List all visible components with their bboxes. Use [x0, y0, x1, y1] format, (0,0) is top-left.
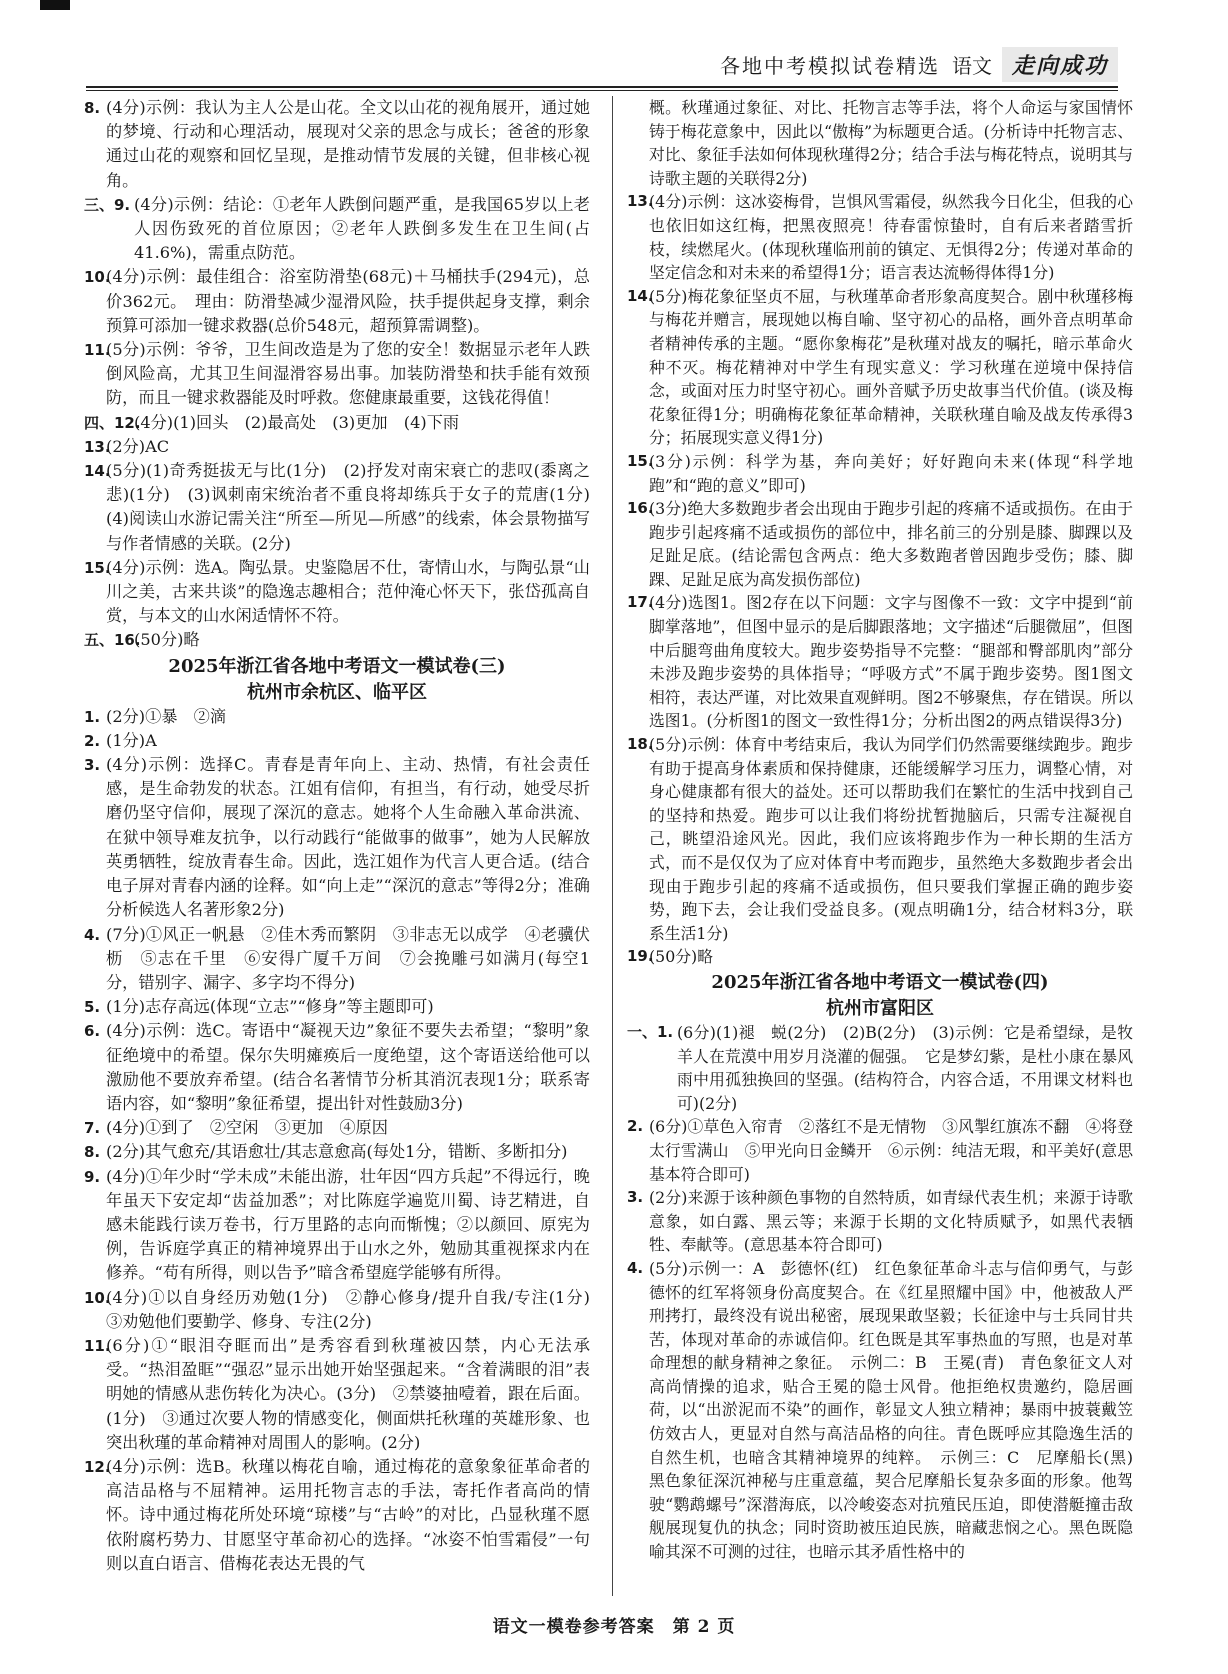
answer-text: (4分)①到了 ②空闲 ③更加 ④原因: [106, 1118, 388, 1138]
answer-item: [84, 1140, 590, 1164]
answer-number: 14.: [84, 462, 111, 481]
answer-text: (4分)示例：结论：①老年人跌倒问题严重，是我国65岁以上老人因伤致死的首位原因；②老年人跌倒多发生在卫生间(占41.6%)，需重点防范。: [134, 194, 590, 263]
answer-text: (5分)(1)奇秀挺拔无与比(1分) (2)抒发对南宋衰亡的悲叹(黍离之悲)(1分) (3)讽刺南宋统治者不重良将却练兵于女子的荒唐(1分) (4)阅读山水游记需关注“所至—所见—所感”的线索，体会景物描写与作者情感的关联。(2分): [106, 461, 607, 553]
answer-text: (4分)示例：这冰姿梅骨，岂惧风雪霜侵，纵然我今日化尘，但我的心也依旧如这红梅，把黑夜照亮！待春雷惊蛰时，自有后来者踏雪折枝，续燃尾火。(体现秋瑾临刑前的镇定、无惧得2分；传递对革命的坚定信念和对未来的希望得1分；语言表达流畅得体得1分): [649, 192, 1133, 283]
answer-item: [84, 628, 590, 652]
answer-text: (4分)示例：选B。秋瑾以梅花自喻，通过梅花的意象象征革命者的高洁品格与不屈精神。运用托物言志的手法，寄托作者高尚的情怀。诗中通过梅花所处环境“琼楼”与“古岭”的对比，凸显秋瑾不愿依附腐朽势力、甘愿坚守革命初心的选择。“冰姿不怕雪霜侵”一句则以直白语言、借梅花表达无畏的气: [106, 1456, 590, 1573]
answer-number: 3.: [627, 1188, 644, 1207]
answer-item: [627, 497, 1133, 591]
answer-item: [84, 556, 590, 629]
answer-text: (4分)①以自身经历劝勉(1分) ②静心修身/提升自我/专注(1分) ③劝勉他们要勤学、修身、专注(2分): [106, 1287, 607, 1331]
answer-item: [84, 1286, 607, 1334]
brand-logo: 走向成功: [1002, 47, 1118, 82]
answer-item: [627, 1257, 1149, 1564]
answer-number: 4.: [84, 925, 101, 944]
answer-text: (4分)示例：我认为主人公是山花。全文以山花的视角展开，通过她的梦境、行动和心理活动，展现对父亲的思念与成长；爸爸的形象通过山花的观察和回忆呈现，是推动情节发展的关键，但非核心视角。: [106, 98, 590, 190]
answer-text: (4分)示例：选C。寄语中“凝视天边”象征不要失去希望；“黎明”象征绝境中的希望。保尔失明瘫痪后一度绝望，这个寄语送给他可以激励他不要放弃希望。(结合名著情节分析其消沉表现1分；联系寄语内容，如“黎明”象征希望，提出针对性鼓励3分): [106, 1021, 590, 1113]
answer-number: 13.: [84, 437, 111, 456]
subject-label: 语文: [951, 53, 992, 78]
answer-item: [627, 1115, 1133, 1186]
page-footer: 语文一模卷参考答案 第 2 页: [492, 1617, 736, 1637]
answer-number: 8.: [84, 1143, 101, 1162]
answer-number: 3.: [84, 756, 101, 775]
answer-text: (5分)示例一：A 彭德怀(红) 红色象征革命斗志与信仰勇气，与彭德怀的红军将领身份高度契合。在《红星照耀中国》中，他被敌人严刑拷打，最终没有说出秘密，展现果敢坚毅；长征途中与士兵同甘共苦，体现对革命的赤诚信仰。红色既是其军事热血的写照，也是对革命理想的献身精神之象征。 示例二：B 王冕(青) 青色象征文人对高尚情操的追求，贴合王冕的隐士风骨。他拒绝权贵邀约，隐居画荷，以“出淤泥而不染”的画作，彰显文人独立精神；暴雨中披蓑戴笠仿效古人，更显对自然与高洁品格的向往。青色既呼应其隐逸生活的自然生机，也暗含其精神境界的纯粹。 示例三：C 尼摩船长(黑) 黑色象征深沉神秘与庄重意蕴，契合尼摩船长复杂多面的形象。他驾驶“鹦鹉螺号”深潜海底，以冷峻姿态对抗殖民压迫，即使潜艇撞击敌舰展现复仇的执念；同时资助被压迫民族，暗藏悲悯之心。黑色既隐喻其深不可测的过往，也暗示其矛盾性格中的: [649, 1258, 1149, 1562]
answer-text: (2分)其气愈充/其语愈壮/其志意愈高(每处1分，错断、多断扣分): [106, 1142, 568, 1162]
answer-item: [627, 945, 1133, 969]
answer-text: (4分)选图1。图2存在以下问题：文字与图像不一致：文字中提到“前脚掌落地”，但图中显示的是后脚跟落地；文字描述“后腿微屈”，但图中后腿弯曲角度较大。跑步姿势指导不完整：“腿部和臀部肌肉”部分未涉及跑步姿势的具体指导；“呼吸方式”不属于跑步姿势。图1图文相符，表达严谨，对比效果直观鲜明。图2不够聚焦，存在错误。所以选图1。(分析图1的图文一致性得1分；分析出图2的两点错误得3分): [649, 593, 1133, 731]
column-divider: [612, 96, 613, 1596]
answer-number: 6.: [84, 1022, 101, 1041]
answer-text: (5分)梅花象征坚贞不屈，与秋瑾革命者形象高度契合。剧中秋瑾移梅与梅花并赠言，展现她以梅自喻、坚守初心的品格，画外音点明革命者精神传承的主题。“愿你象梅花”是秋瑾对战友的嘱托，暗示革命火种不灭。梅花精神对中学生有现实意义：学习秋瑾在逆境中保持信念，或面对压力时坚守初心。画外音赋予历史故事当代价值。(谈及梅花象征得1分；明确梅花象征革命精神，关联秋瑾自喻及战友传承得3分；拓展现实意义得1分): [649, 286, 1133, 448]
answer-text: (50分)略: [134, 630, 200, 650]
answer-item: [627, 450, 1133, 497]
answer-item: [627, 1021, 1133, 1115]
answer-item: [627, 1186, 1133, 1257]
answer-text: (1分)A: [106, 730, 157, 750]
answer-number: 15.: [84, 558, 111, 577]
scan-corner-mark: [40, 0, 70, 10]
answer-item: [84, 705, 590, 729]
answer-number: 4.: [627, 1258, 644, 1277]
answer-number: 一、1.: [627, 1022, 674, 1041]
section-heading: 杭州市富阳区: [826, 997, 934, 1019]
answer-item: [84, 435, 590, 459]
answer-text: (50分)略: [649, 947, 714, 967]
answer-text: (7分)①风正一帆悬 ②佳木秀而繁阴 ③非志无以成学 ④老骥伏枥 ⑤志在千里 ⑥安得广厦千万间 ⑦会挽雕弓如满月(每空1分，错别字、漏字、多字均不得分): [106, 924, 590, 992]
answer-item: [84, 923, 590, 996]
answer-number: 五、16.: [84, 631, 141, 650]
answer-number: 11.: [84, 341, 111, 360]
answer-number: 12.: [84, 1457, 111, 1476]
answer-number: 2.: [84, 731, 101, 750]
answer-number: 四、12.: [84, 413, 141, 432]
answer-item: [84, 338, 590, 411]
answer-item: [84, 729, 590, 753]
answer-text: (2分)AC: [106, 436, 170, 456]
answer-number: 10.: [84, 268, 111, 287]
answer-number: 2.: [627, 1117, 644, 1136]
right-column: [627, 96, 1149, 1564]
answer-item: [84, 1019, 590, 1116]
answer-number: 17.: [627, 593, 654, 612]
answer-text: (4分)(1)回头 (2)最高处 (3)更加 (4)下雨: [134, 412, 460, 432]
answer-text: (2分)来源于该种颜色事物的自然特质，如青绿代表生机；来源于诗歌意象，如白露、黑云等；来源于长期的文化特质赋予，如黑代表牺牲、奉献等。(意思基本符合即可): [649, 1188, 1133, 1255]
header-rule: [86, 86, 1118, 88]
answer-number: 13.: [627, 192, 654, 211]
answer-item: [84, 1116, 590, 1140]
answer-number: 9.: [84, 1167, 101, 1186]
answer-item: [84, 1165, 590, 1286]
section-heading: 2025年浙江省各地中考语文一模试卷(四): [711, 971, 1049, 993]
answer-text: (4分)示例：选择C。青春是青年向上、主动、热情，有社会责任感，是生命勃发的状态。江姐有信仰，有担当，有行动，她受尽折磨仍坚守信仰，展现了深沉的意志。她将个人生命融入革命洪流、在狱中领导难友抗争，以行动践行“能做事的做事”，她为人民解放英勇牺牲，绽放青春生命。因此，选江姐作为代言人更合适。(结合电子屏对青春内涵的诠释。如“向上走”“深沉的意志”等得2分；准确分析候选人名著形象2分): [106, 755, 590, 920]
answer-number: 19.: [627, 947, 654, 966]
answer-item: [627, 285, 1133, 450]
answer-text: (5分)示例：体育中考结束后，我认为同学们仍然需要继续跑步。跑步有助于提高身体素质和保持健康，还能缓解学习压力，调整心情，对身心健康都有很大的益处。还可以帮助我们在繁忙的生活中找到自己的坚持和热爱。跑步可以让我们将纷扰暂抛脑后，只需专注凝视自己，眺望沿途风光。因此，我们应该将跑步作为一种长期的生活方式，而不是仅仅为了应对体育中考而跑步，虽然绝大多数跑步者会出现由于跑步引起的疼痛不适或损伤，但只要我们掌握正确的跑步姿势，跑下去，会让我们受益良多。(观点明确1分，结合材料3分，联系生活1分): [649, 735, 1133, 943]
answer-number: 8.: [84, 99, 101, 117]
answer-continuation: 概。秋瑾通过象征、对比、托物言志等手法，将个人命运与家国情怀铸于梅花意象中，因此以“傲梅”为标题更合适。(分析诗中托物言志、对比、象征手法如何体现秋瑾得2分；结合手法与梅花特点，说明其与诗歌主题的关联得2分): [649, 98, 1133, 188]
section-heading: 2025年浙江省各地中考语文一模试卷(三): [168, 655, 506, 677]
book-title: 各地中考模拟试卷精选: [719, 53, 940, 78]
answer-item: [84, 411, 590, 435]
answer-item: [627, 591, 1133, 733]
answer-number: 16.: [627, 499, 654, 518]
answer-text: (2分)①暴 ②滴: [106, 706, 227, 726]
answer-text: (4分)①年少时“学未成”未能出游，壮年因“四方兵起”不得远行，晚年虽天下安定却“齿益加悉”；对比陈庭学遍览川蜀、诗艺精进，自感未能践行读万卷书，行万里路的志向而惭愧；②以颜回、原宪为例，告诉庭学真正的精神境界出于山水之外，勉励其重视探求内在修养。“苟有所得，则以告予”暗含希望庭学能够有所得。: [106, 1166, 590, 1283]
section-heading: 杭州市余杭区、临平区: [247, 681, 427, 703]
answer-item: [627, 733, 1133, 945]
answer-item: [84, 753, 590, 922]
answer-item: [84, 995, 590, 1019]
answer-number: 三、9.: [84, 195, 131, 214]
answer-text: (1分)志存高远(体现“立志”“修身”等主题即可): [106, 997, 434, 1017]
answer-text: (3分)绝大多数跑步者会出现由于跑步引起的疼痛不适或损伤。在由于跑步引起疼痛不适或损伤的部位中，排名前三的分别是膝、脚踝以及足趾足底。(结论需包含两点：绝大多数跑者曾因跑步受伤；膝、脚踝、足趾足底为高发损伤部位): [649, 499, 1133, 589]
answer-number: 18.: [627, 735, 654, 754]
answer-number: 1.: [84, 707, 101, 726]
answer-item: [84, 96, 590, 193]
header-rule-thin: [86, 90, 1118, 91]
answer-item: [84, 1334, 590, 1455]
answer-item: [84, 193, 590, 266]
answer-number: 11.: [84, 1336, 111, 1355]
answer-number: 7.: [84, 1119, 101, 1138]
answer-text: (4分)示例：选A。陶弘景。史鉴隐居不仕，寄情山水，与陶弘景“山川之美，古来共谈”的隐逸志趣相合；范仲淹心怀天下，张岱孤高自赏，与本文的山水闲适情怀不符。: [106, 557, 590, 626]
answer-number: 14.: [627, 286, 654, 305]
answer-item: [84, 459, 607, 556]
answer-item: [627, 190, 1133, 284]
answer-number: 10.: [84, 1288, 111, 1307]
answer-text: (6分)(1)褪 蜕(2分) (2)B(2分) (3)示例：它是希望绿，是牧羊人在荒漠中用岁月浇灌的倔强。 它是梦幻紫，是杜小康在暴风雨中用孤独换回的坚强。(结构符合，内容合适，不用课文材料也可)(2分): [677, 1022, 1133, 1113]
answer-item: [84, 1455, 590, 1576]
answer-item: [84, 265, 590, 338]
answer-number: 5.: [84, 998, 101, 1017]
left-column: [84, 96, 607, 1576]
answer-text: (5分)示例：爷爷，卫生间改造是为了您的安全！数据显示老年人跌倒风险高，尤其卫生间湿滑容易出事。加装防滑垫和扶手能有效预防，而且一键求救器能及时呼救。您健康最重要，这钱花得值！: [106, 340, 590, 408]
answer-text: (3分)示例：科学为基，奔向美好；好好跑向未来(体现“科学地跑”和“跑的意义”即可): [649, 451, 1133, 495]
answer-number: 15.: [627, 451, 654, 470]
answer-text: (6分)①草色入帘青 ②落红不是无情物 ③风掣红旗冻不翻 ④将登太行雪满山 ⑤甲光向日金鳞开 ⑥示例：纯洁无瑕，和平美好(意思基本符合即可): [649, 1117, 1133, 1184]
page-header: [690, 44, 1118, 84]
answer-text: (6分)①“眼泪夺眶而出”是秀容看到秋瑾被囚禁，内心无法承受。“热泪盈眶”“强忍”显示出她开始坚强起来。“含着满眼的泪”表明她的情感从悲伤转化为决心。(3分) ②禁婆抽噎着，跟在后面。(1分) ③通过次要人物的情感变化，侧面烘托秋瑾的英雄形象、也突出秋瑾的革命精神对周围人的影响。(2分): [106, 1335, 590, 1452]
answer-text: (4分)示例：最佳组合：浴室防滑垫(68元)＋马桶扶手(294元)，总价362元。 理由：防滑垫减少湿滑风险，扶手提供起身支撑，剩余预算可添加一键求救器(总价548元，超预算需调整)。: [106, 267, 590, 335]
